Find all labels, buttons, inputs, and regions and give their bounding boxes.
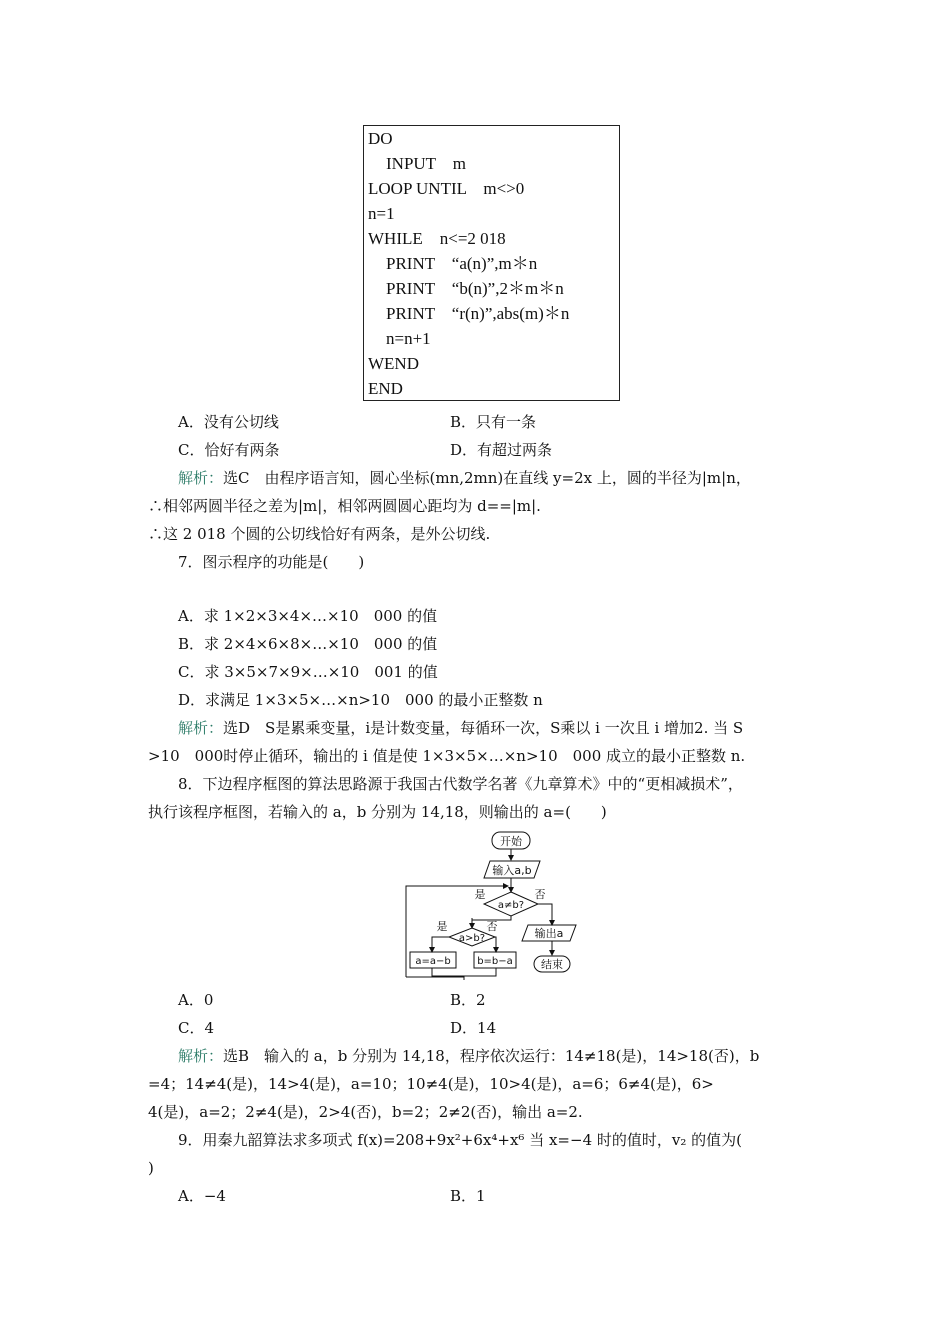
option-d: D．求满足 1×3×5×…×n>10 000 的最小正整数 n bbox=[178, 691, 543, 709]
program-code-box bbox=[363, 125, 620, 401]
start-label: 开始 bbox=[500, 835, 522, 848]
box-b-label: b=b−a bbox=[477, 956, 513, 967]
flowchart bbox=[400, 830, 580, 980]
analysis-text: 选C 由程序语言知，圆心坐标(mn,2mn)在直线 y=2x 上，圆的半径为|m|n， bbox=[223, 469, 751, 487]
code-line: WEND bbox=[368, 354, 419, 373]
code-line: PRINT “r(n)”,abs(m)＊n bbox=[386, 304, 570, 323]
code-line: INPUT m bbox=[386, 154, 466, 173]
option-b: B．2 bbox=[450, 991, 486, 1009]
analysis-text: ∴这 2 018 个圆的公切线恰好有两条，是外公切线. bbox=[148, 525, 491, 543]
analysis-text: >10 000时停止循环，输出的 i 值是使 1×3×5×…×n>10 000 成立的最小正整数 n. bbox=[148, 747, 746, 765]
question-7-stem: 7．图示程序的功能是( ) bbox=[178, 553, 365, 571]
code-line: n=n+1 bbox=[386, 329, 431, 348]
analysis-text: 选B 输入的 a，b 分别为 14,18，程序依次运行：14≠18(是)，14>18(否)，b bbox=[223, 1047, 760, 1065]
option-b: B．只有一条 bbox=[450, 413, 537, 431]
analysis bbox=[178, 468, 751, 488]
option-b: B．1 bbox=[450, 1187, 486, 1205]
yes-label: 是 bbox=[436, 920, 448, 933]
question-8-stem: 8．下边程序框图的算法思路源于我国古代数学名著《九章算术》中的“更相减损术”， bbox=[178, 775, 743, 793]
end-label: 结束 bbox=[541, 958, 563, 971]
question-8-stem: 执行该程序框图，若输入的 a，b 分别为 14,18，则输出的 a=( ) bbox=[148, 803, 607, 821]
analysis-label: 解析： bbox=[178, 719, 224, 737]
option-d: D．14 bbox=[450, 1019, 497, 1037]
option-b: B．求 2×4×6×8×…×10 000 的值 bbox=[178, 635, 438, 653]
box-a-label: a=a−b bbox=[415, 956, 451, 967]
code-line: DO bbox=[368, 129, 393, 148]
option-a: A．−4 bbox=[178, 1187, 226, 1205]
analysis-text: ∴相邻两圆半径之差为|m|，相邻两圆圆心距均为 d==|m|. bbox=[148, 497, 541, 515]
question-9-stem: ) bbox=[148, 1159, 154, 1177]
analysis-text: =4；14≠4(是)，14>4(是)，a=10；10≠4(是)，10>4(是)，a=6；6≠4(是)，6> bbox=[148, 1075, 714, 1093]
analysis-text: 4(是)，a=2；2≠4(是)，2>4(否)，b=2；2≠2(否)，输出 a=2. bbox=[148, 1103, 583, 1121]
option-a: A．求 1×2×3×4×…×10 000 的值 bbox=[178, 607, 438, 625]
analysis bbox=[178, 1046, 759, 1066]
yes-label: 是 bbox=[474, 888, 486, 901]
code-line: END bbox=[368, 379, 403, 398]
code-line: n=1 bbox=[368, 204, 395, 223]
no-label: 否 bbox=[486, 920, 498, 933]
option-a: A．0 bbox=[178, 991, 214, 1009]
condition-1-label: a≠b? bbox=[497, 900, 525, 911]
code-line: LOOP UNTIL m<>0 bbox=[368, 179, 525, 198]
option-a: A．没有公切线 bbox=[178, 413, 279, 431]
option-c: C．恰好有两条 bbox=[178, 441, 280, 459]
analysis-text: 选D S是累乘变量，i是计数变量，每循环一次，S乘以 i 一次且 i 增加2. 当 S bbox=[223, 719, 744, 737]
no-label: 否 bbox=[534, 888, 546, 901]
analysis-label: 解析： bbox=[178, 1047, 224, 1065]
code-line: PRINT “b(n)”,2＊m＊n bbox=[386, 279, 564, 298]
option-c: C．4 bbox=[178, 1019, 215, 1037]
code-line: WHILE n<=2 018 bbox=[368, 229, 506, 248]
code-line: PRINT “a(n)”,m＊n bbox=[386, 254, 538, 273]
output-label: 输出a bbox=[534, 927, 564, 940]
analysis bbox=[178, 718, 743, 738]
option-d: D．有超过两条 bbox=[450, 441, 553, 459]
option-c: C．求 3×5×7×9×…×10 001 的值 bbox=[178, 663, 438, 681]
condition-2-label: a>b? bbox=[458, 933, 486, 944]
question-9-stem: 9．用秦九韶算法求多项式 f(x)=208+9x²+6x⁴+x⁶ 当 x=−4 时的值时，v₂ 的值为( bbox=[178, 1131, 742, 1149]
input-label: 输入a,b bbox=[492, 864, 532, 877]
analysis-label: 解析： bbox=[178, 469, 224, 487]
